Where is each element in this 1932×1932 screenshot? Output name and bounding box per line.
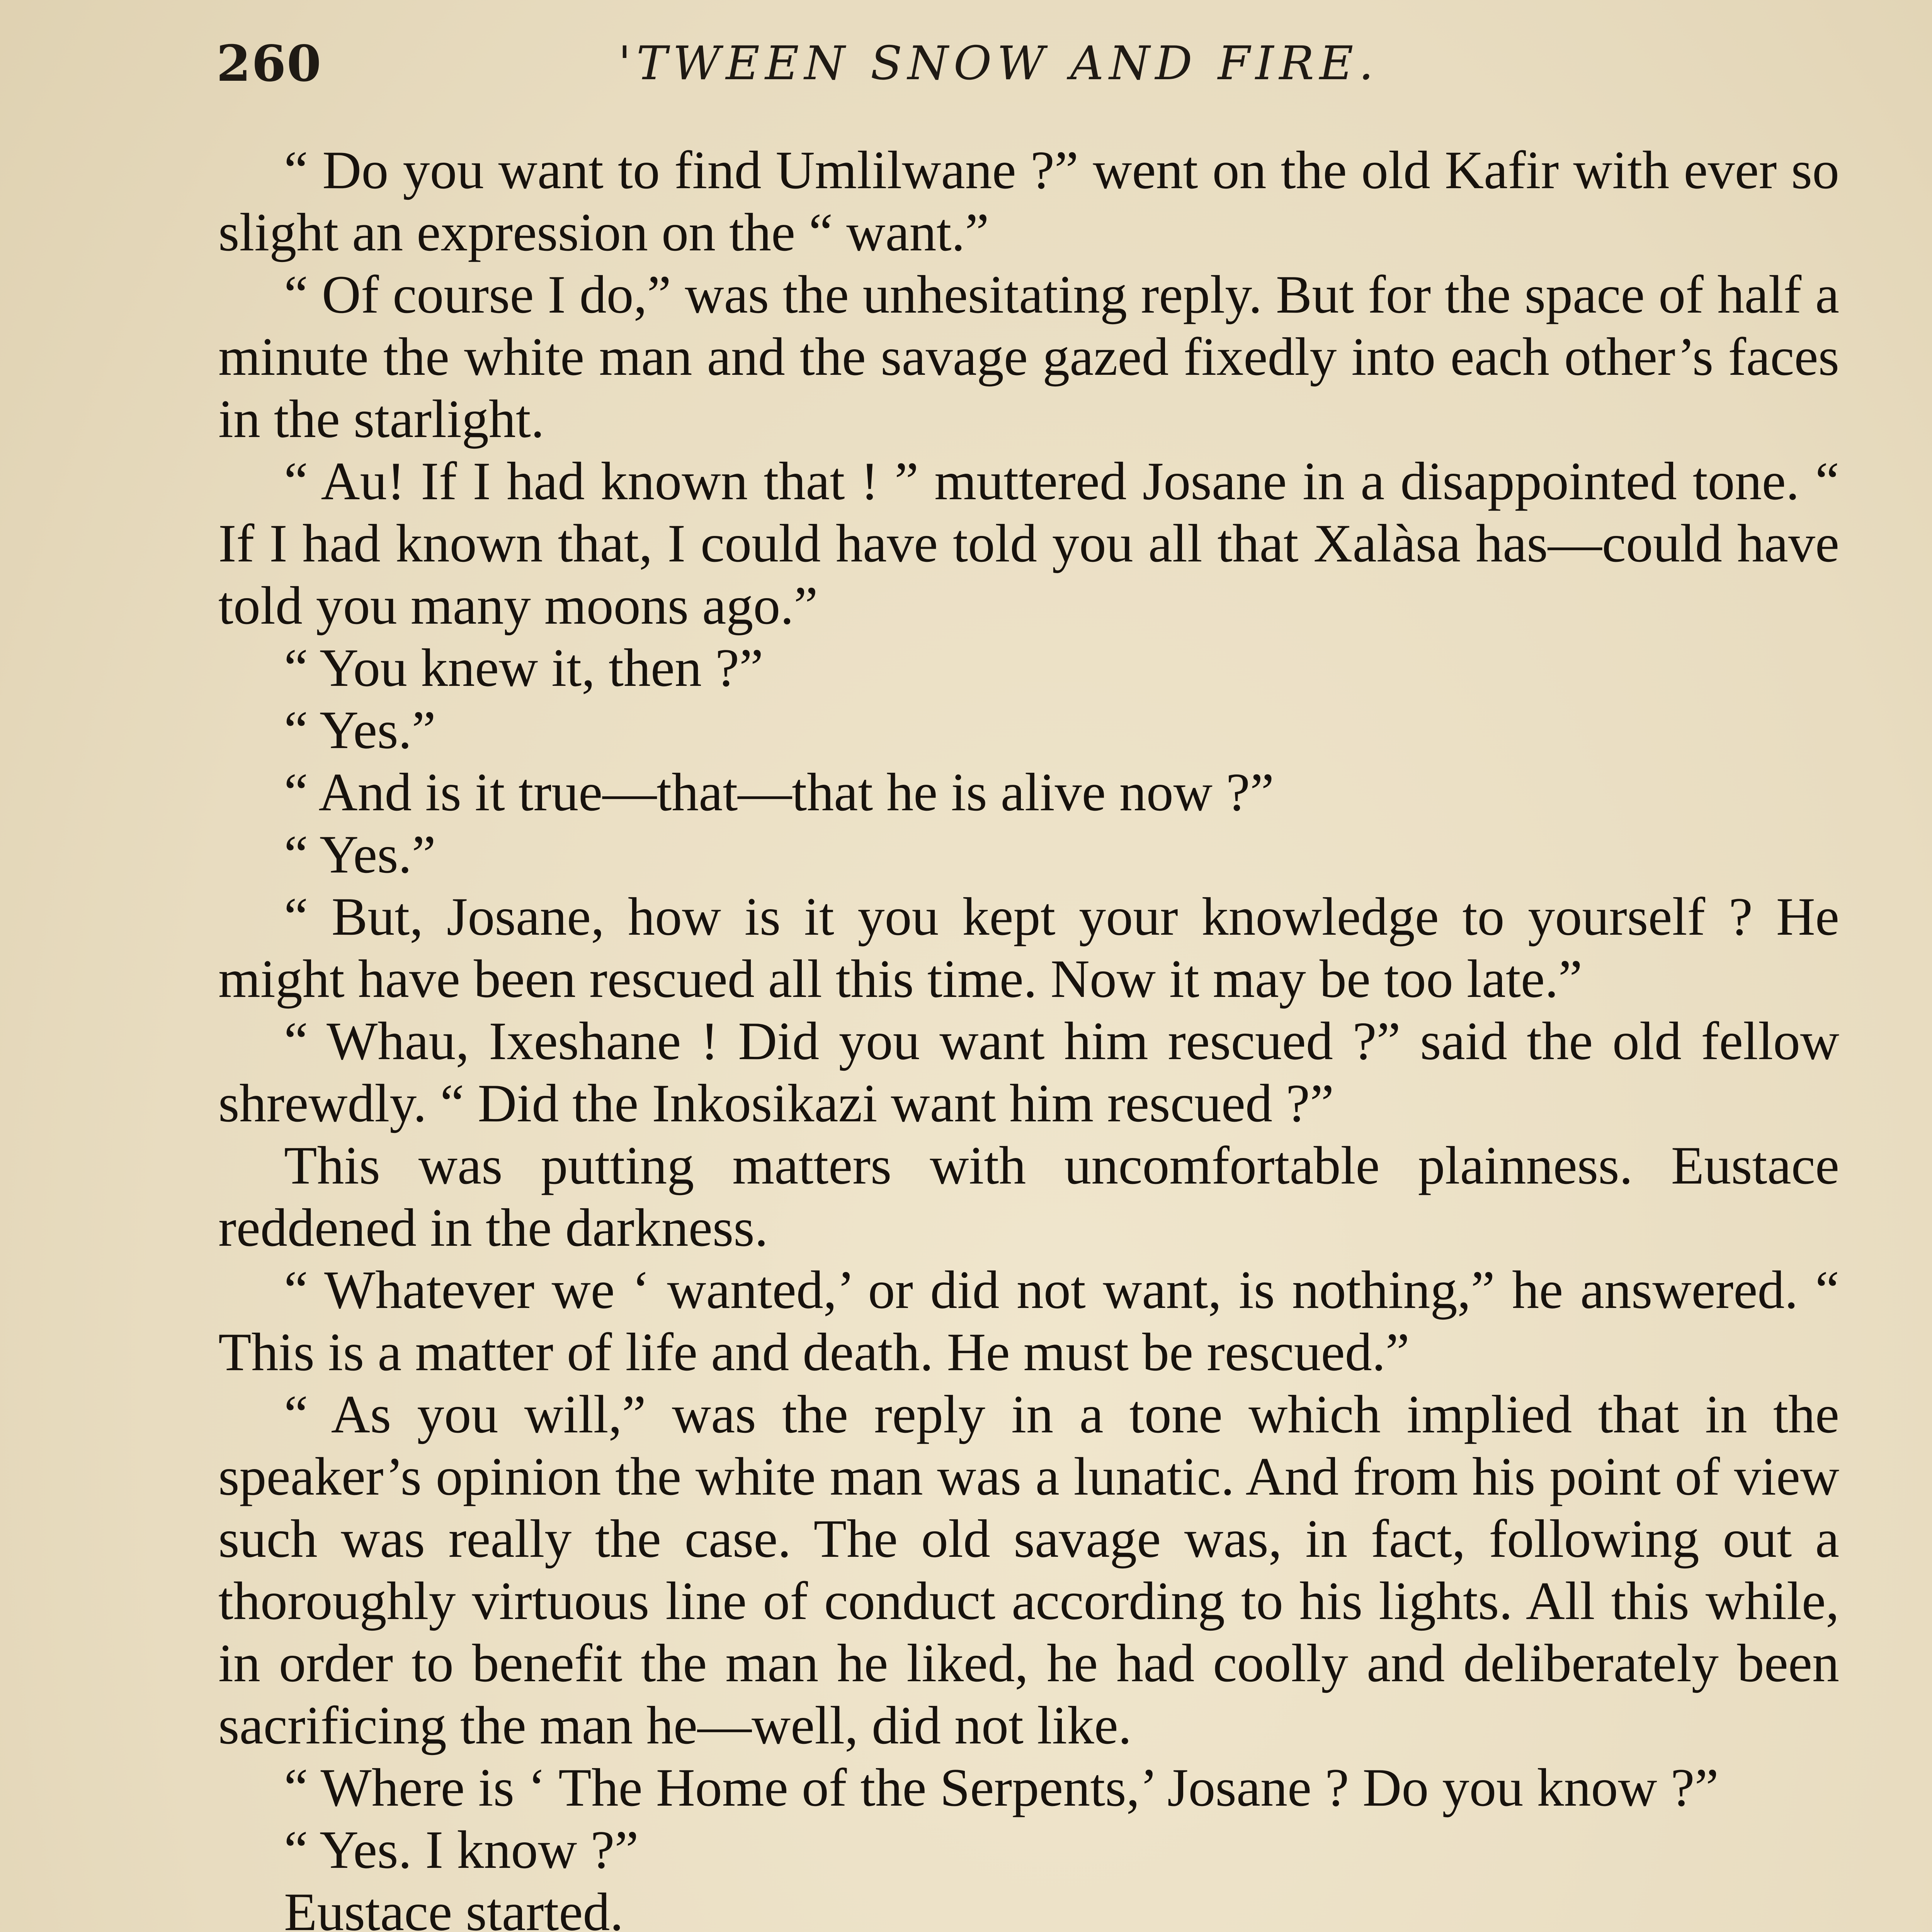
paragraph: Eustace started. [284,1882,624,1932]
paragraph: “ Whatever we ‘ wanted,’ or did not want, is nothing,” he answered. “ This is a matter of life and death. He must be rescued.” [218,1260,1839,1382]
page-header [216,27,1839,100]
paragraph: “ And is it true—that—that he is alive now ?” [284,762,1274,822]
paragraph: “ You knew it, then ?” [284,638,764,698]
paragraph: “ Yes.” [284,825,436,884]
paragraph: “ But, Josane, how is it you kept your knowledge to yourself ? He might have been rescued all this time. Now it may be too late.” [218,887,1839,1009]
paragraph: “ Whau, Ixeshane ! Did you want him rescued ?” said the old fellow shrewdly. “ Did the Inkosikazi want him rescued ?” [218,1011,1839,1133]
paragraph: “ Yes. I know ?” [284,1820,639,1880]
paragraph: “ Of course I do,” was the unhesitating reply. But for the space of half a minute the white man and the savage gazed fixedly into each other’s faces in the starlight. [218,265,1839,449]
page-number: 260 [216,35,322,93]
paragraph: This was putting matters with uncomfortable plainness. Eustace reddened in the darkness. [218,1136,1839,1258]
paragraph: “ Do you want to find Umlilwane ?” went on the old Kafir with ever so slight an expression on the “ want.” [218,140,1839,262]
running-title: 'TWEEN SNOW AND FIRE. [618,37,1379,90]
paragraph: “ Where is ‘ The Home of the Serpents,’ Josane ? Do you know ?” [284,1758,1719,1818]
page-body [218,139,1839,1932]
paragraph: “ Au! If I had known that ! ” muttered Josane in a disappointed tone. “ If I had known that, I could have told you all that Xalàsa has—could have told you many moons ago.” [218,451,1839,636]
paragraph: “ Yes.” [284,700,436,760]
paragraph: “ As you will,” was the reply in a tone which implied that in the speaker’s opinion the white man was a lunatic. And from his point of view such was really the case. The old savage was, in fact, following out a thoroughly virtuous line of conduct according to his lights. All this while, in order to benefit the man he liked, he had coolly and deliberately been sacrificing the man he—well, did not like. [218,1384,1839,1755]
